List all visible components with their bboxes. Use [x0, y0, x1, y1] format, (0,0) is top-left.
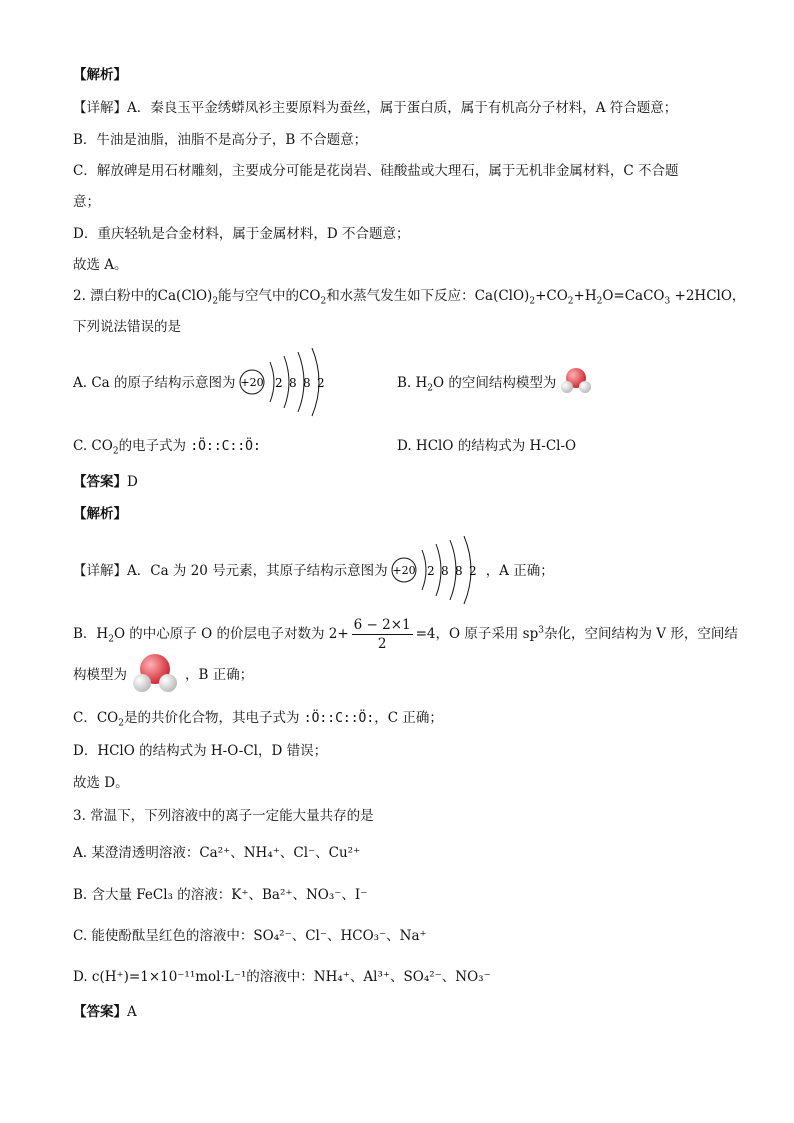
detail2-line-d: D．HClO 的结构式为 H-O-Cl，D 错误；	[73, 743, 328, 759]
q3-option-a: A. 某澄清透明溶液：Ca²⁺、NH₄⁺、Cl⁻、Cu²⁺	[73, 845, 361, 861]
water-molecule-model-2	[130, 652, 182, 696]
svg-text:2: 2	[427, 564, 435, 578]
atom-structure-diagram	[234, 348, 334, 418]
svg-text:8: 8	[303, 376, 311, 390]
fraction: $\frac{6 - 2\times 1}{2}$	[353, 617, 411, 652]
svg-text:8: 8	[455, 564, 463, 578]
option-c: C. $CO_2$的电子式为 :Ö::C::Ö:	[73, 438, 261, 457]
option-b: B. $H_2O$ 的空间结构模型为	[397, 375, 557, 394]
detail-line-a: 【详解】A．秦良玉平金绣蟒凤衫主要原料为蚕丝，属于蛋白质，属于有机高分子材料，A 符合题意；	[73, 100, 678, 116]
detail-line-c: C．解放碑是用石材雕刻，主要成分可能是花岗岩、硅酸盐或大理石，属于无机非金属材料，C 不合题	[73, 163, 679, 179]
answer-1: 【答案】D	[73, 474, 138, 490]
co2-lewis-structure: :Ö::C::Ö:	[190, 439, 261, 454]
svg-text:8: 8	[289, 376, 297, 390]
conclusion-1: 故选 A。	[73, 257, 128, 273]
analysis-heading-1: 【解析】	[73, 67, 127, 83]
svg-text:+20: +20	[240, 376, 264, 389]
conclusion-2: 故选 D。	[73, 775, 129, 791]
detail-line-d: D．重庆轻轨是合金材料，属于金属材料，D 不合题意；	[73, 226, 410, 242]
detail-line-c-cont: 意；	[73, 194, 100, 210]
svg-text:8: 8	[441, 564, 449, 578]
option-a: A. Ca 的原子结构示意图为	[73, 375, 236, 391]
analysis-heading-2: 【解析】	[73, 506, 127, 522]
question-2-stem: 2. 漂白粉中的$Ca(ClO)_2$能与空气中的$CO_2$和水蒸气发生如下反应：$Ca(ClO)_2+CO_2+H_2O=CaCO_3$ +2HClO，	[73, 288, 746, 307]
question-3-stem: 3. 常温下，下列溶液中的离子一定能大量共存的是	[73, 808, 374, 824]
co2-lewis-structure-2: :Ö::C::Ö:	[303, 711, 375, 726]
q3-option-c: C. 能使酚酞呈红色的溶液中：SO₄²⁻、Cl⁻、HCO₃⁻、Na⁺	[73, 928, 427, 944]
svg-text:+20: +20	[392, 564, 416, 577]
svg-text:2: 2	[317, 376, 325, 390]
water-molecule-model	[560, 366, 594, 396]
option-d: D. HClO 的结构式为 H-Cl-O	[397, 438, 577, 454]
detail2-line-b-cont: 构模型为 ，B 正确；	[73, 667, 254, 683]
detail2-line-c: C．$CO_2$是的共价化合物，其电子式为 :Ö::C::Ö:，C 正确；	[73, 710, 443, 729]
svg-text:2: 2	[469, 564, 477, 578]
atom-structure-diagram-2	[386, 536, 486, 606]
detail2-line-a: 【详解】A．Ca 为 20 号元素，其原子结构示意图为 ，A 正确；	[73, 563, 554, 579]
detail-line-b: B．牛油是油脂，油脂不是高分子，B 不合题意；	[73, 132, 368, 148]
detail2-line-b: B．$H_2O$ 的中心原子 O 的价层电子对数为 2+ $\frac{6 - 2\times 1}{2}$ =4，O 原子采用 $sp^3$杂化，空间结构为 V 形，空间结	[73, 617, 738, 652]
svg-text:2: 2	[275, 376, 283, 390]
q3-option-d: D. c(H⁺)=1×10⁻¹¹mol·L⁻¹的溶液中：NH₄⁺、Al³⁺、SO₄²⁻、NO₃⁻	[73, 969, 491, 985]
question-2-stem-cont: 下列说法错误的是	[73, 319, 181, 335]
answer-2: 【答案】A	[73, 1004, 137, 1020]
q3-option-b: B. 含大量 FeCl₃ 的溶液：K⁺、Ba²⁺、NO₃⁻、I⁻	[73, 887, 368, 903]
